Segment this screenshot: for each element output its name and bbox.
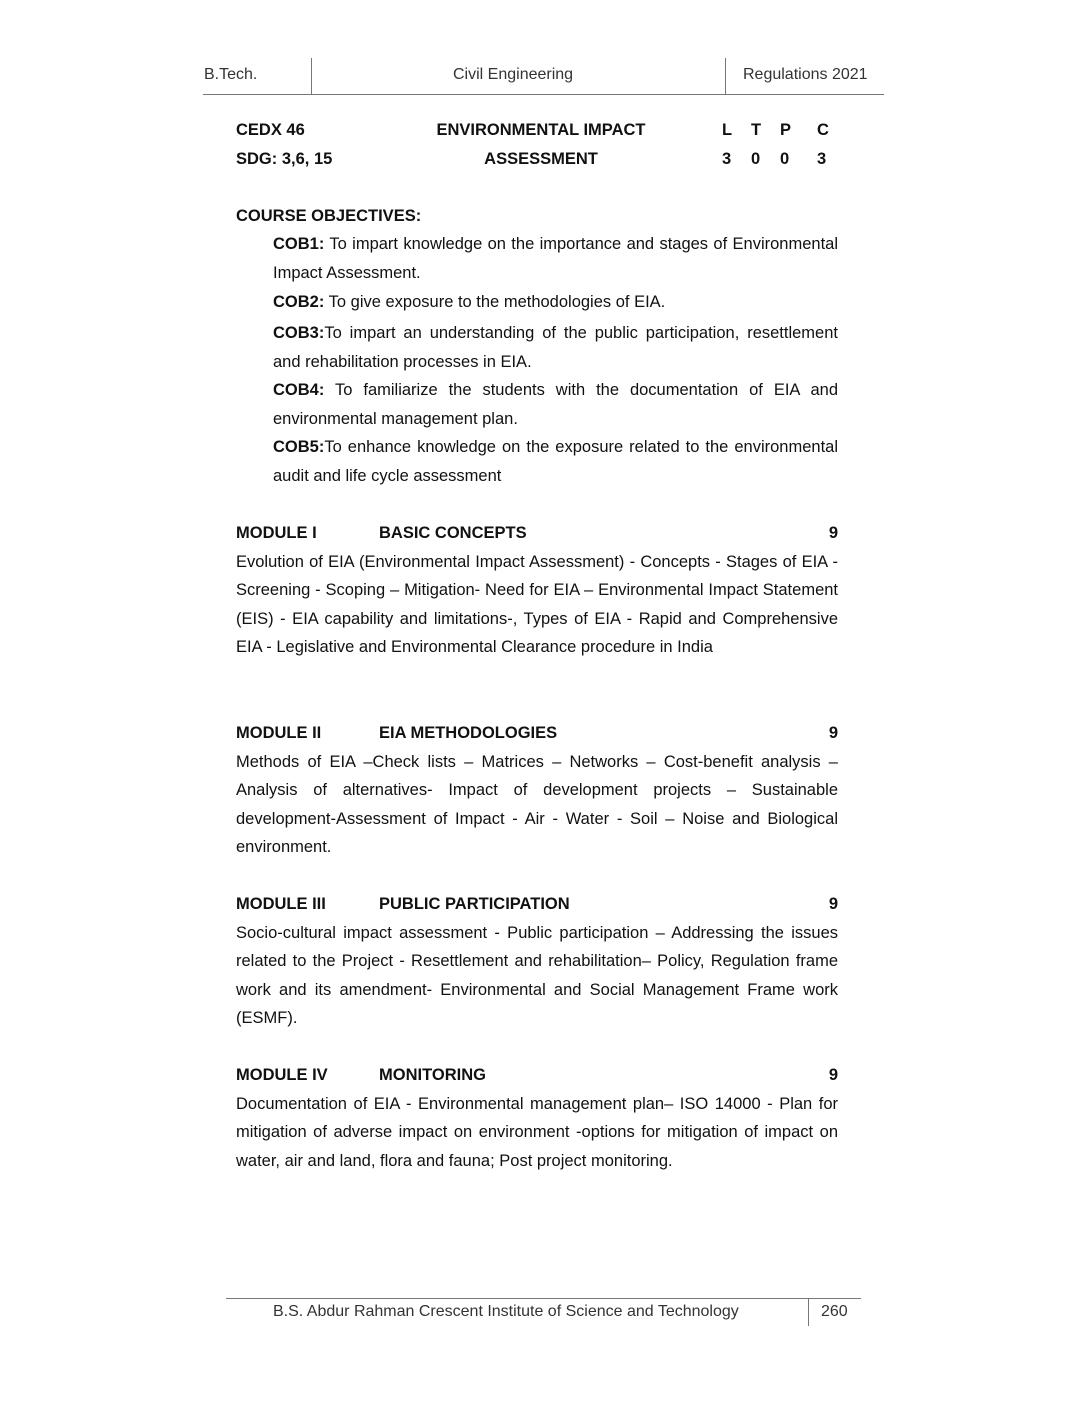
objective-label: COB4: <box>273 381 325 399</box>
objective-label: COB5: <box>273 438 325 456</box>
objectives-heading: COURSE OBJECTIVES: <box>236 207 422 225</box>
department-label: Civil Engineering <box>453 66 574 83</box>
module-body: Documentation of EIA - Environmental management plan– ISO 14000 - Plan for mitigation of adverse impact on environment -options for mitigation of impact on water, air and land, flora and fauna; Post project monitoring. <box>236 1094 838 1170</box>
objective-item <box>273 433 838 490</box>
objective-label: COB2: <box>273 293 325 311</box>
ltpc-value-c: 3 <box>817 150 827 168</box>
objective-item <box>273 376 838 433</box>
objective-text: To impart an understanding of the public participation, resettlement and rehabilitation processes in EIA. <box>273 324 838 371</box>
objective-text: To familiarize the students with the documentation of EIA and environmental management plan. <box>273 381 838 428</box>
objective-text: To impart knowledge on the importance and stages of Environmental Impact Assessment. <box>273 235 838 282</box>
ltpc-value-l: 3 <box>722 150 732 168</box>
course-code: CEDX 46 <box>236 121 305 139</box>
footer-divider <box>808 1298 809 1326</box>
module-3 <box>236 890 838 1033</box>
program-label: B.Tech. <box>204 66 258 83</box>
module-hours: 9 <box>828 895 838 913</box>
module-hours: 9 <box>828 724 838 742</box>
module-number: MODULE I <box>236 524 317 542</box>
objective-text: To enhance knowledge on the exposure related to the environmental audit and life cycle assessment <box>273 438 838 485</box>
module-4 <box>236 1061 838 1175</box>
course-title-line2: ASSESSMENT <box>484 150 598 168</box>
header-divider <box>725 58 726 94</box>
module-number: MODULE II <box>236 724 322 742</box>
institution-name: B.S. Abdur Rahman Crescent Institute of Science and Technology <box>273 1303 739 1320</box>
objective-text: To give exposure to the methodologies of EIA. <box>324 293 666 311</box>
ltpc-value-p: 0 <box>780 150 790 168</box>
regulations-label: Regulations 2021 <box>743 66 868 83</box>
objective-item <box>273 230 838 287</box>
page-number: 260 <box>821 1303 848 1320</box>
module-number: MODULE III <box>236 895 326 913</box>
ltpc-label-p: P <box>780 121 792 139</box>
module-body: Socio-cultural impact assessment - Public participation – Addressing the issues related to the Project - Resettlement and rehabilitation– Policy, Regulation frame work and its amendment- Environmental and Social Management Frame work (ESMF). <box>236 923 838 1028</box>
objective-item <box>273 319 838 376</box>
module-title: MONITORING <box>379 1066 486 1084</box>
footer-rule <box>226 1298 861 1299</box>
header-divider <box>311 58 312 94</box>
module-body: Methods of EIA –Check lists – Matrices – Networks – Cost-benefit analysis –Analysis of alternatives- Impact of development projects – Sustainable development-Assessment of Impact - Air - Water - Soil – Noise and Biological environment. <box>236 752 838 857</box>
course-sdg: SDG: 3,6, 15 <box>236 150 333 168</box>
ltpc-label-l: L <box>722 121 733 139</box>
module-title: BASIC CONCEPTS <box>379 524 527 542</box>
module-body: Evolution of EIA (Environmental Impact Assessment) - Concepts - Stages of EIA -Screening - Scoping – Mitigation- Need for EIA – Environmental Impact Statement (EIS) - EIA capability and limitations-, Types of EIA - Rapid and Comprehensive EIA - Legislative and Environmental Clearance procedure in India <box>236 552 838 657</box>
module-number: MODULE IV <box>236 1066 328 1084</box>
ltpc-label-c: C <box>817 121 829 139</box>
course-title-line1: ENVIRONMENTAL IMPACT <box>436 121 646 139</box>
module-title: PUBLIC PARTICIPATION <box>379 895 570 913</box>
module-1 <box>236 519 838 662</box>
module-2 <box>236 719 838 862</box>
module-hours: 9 <box>828 1066 838 1084</box>
module-title: EIA METHODOLOGIES <box>379 724 558 742</box>
ltpc-value-t: 0 <box>751 150 761 168</box>
module-hours: 9 <box>828 524 838 542</box>
ltpc-label-t: T <box>751 121 762 139</box>
header-rule <box>203 94 884 95</box>
objective-item <box>273 288 838 317</box>
objective-label: COB3: <box>273 324 325 342</box>
objective-label: COB1: <box>273 235 325 253</box>
